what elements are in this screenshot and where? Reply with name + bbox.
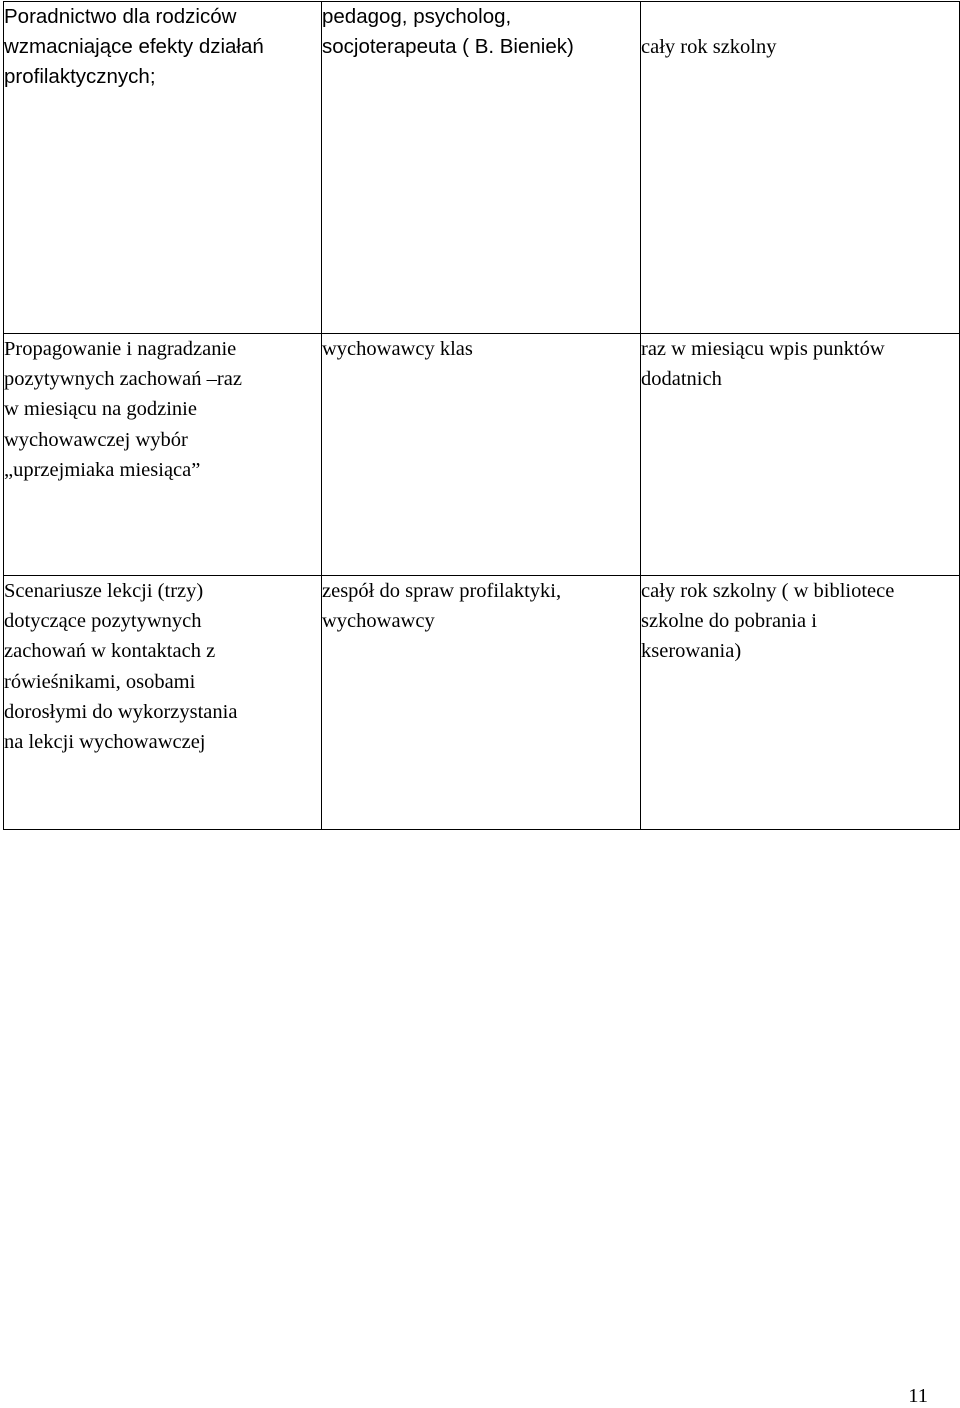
responsible-cell	[322, 576, 641, 830]
responsible-cell	[322, 334, 641, 576]
page-number: 11	[908, 1385, 928, 1407]
responsible-text: pedagog, psycholog, socjoterapeuta ( B. Bieniek)	[322, 5, 574, 59]
activity-text: Propagowanie i nagradzanie pozytywnych zachowań –raz w miesiącu na godzinie wychowawczej wybór „uprzejmiaka miesiąca”	[4, 338, 242, 481]
responsible-text: zespół do spraw profilaktyki, wychowawcy	[322, 580, 562, 633]
table-row	[4, 334, 960, 576]
activity-text: Scenariusze lekcji (trzy) dotyczące pozytywnych zachowań w kontaktach z rówieśnikami, osobami dorosłymi do wykorzystania na lekcji wychowawczej	[4, 580, 238, 754]
activity-cell	[4, 576, 322, 830]
table-row	[4, 576, 960, 830]
responsible-cell	[322, 2, 641, 334]
timeline-text: cały rok szkolny	[641, 36, 777, 59]
timeline-text: cały rok szkolny ( w bibliotece szkolne do pobrania i kserowania)	[641, 580, 895, 663]
timeline-cell	[641, 2, 960, 334]
table-row	[4, 2, 960, 334]
timeline-cell	[641, 576, 960, 830]
activities-table	[3, 1, 960, 830]
activity-cell	[4, 2, 322, 334]
activity-cell	[4, 334, 322, 576]
responsible-text: wychowawcy klas	[322, 338, 473, 360]
timeline-cell	[641, 334, 960, 576]
activity-text: Poradnictwo dla rodziców wzmacniające efekty działań profilaktycznych;	[4, 5, 264, 89]
timeline-text: raz w miesiącu wpis punktów dodatnich	[641, 338, 885, 391]
